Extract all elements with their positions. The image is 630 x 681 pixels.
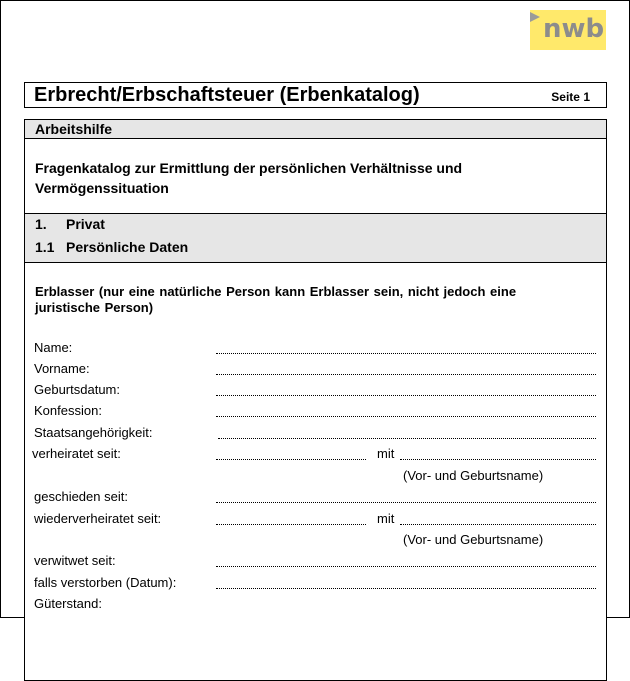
label-verheiratet: verheiratet seit: — [32, 446, 121, 461]
label-geschieden: geschieden seit: — [34, 489, 128, 504]
hint-geburtsname-1: (Vor- und Geburtsname) — [403, 468, 544, 483]
erblasser-heading: Erblasser (nur eine natürliche Person kann Erblasser sein, nicht jedoch eine juristische Person) — [35, 284, 517, 315]
label-verstorben: falls verstorben (Datum): — [34, 575, 177, 590]
heading-personal-data — [35, 239, 188, 255]
input-name[interactable] — [216, 352, 596, 354]
label-konfession: Konfession: — [34, 403, 102, 418]
intro-text: Fragenkatalog zur Ermittlung der persönlichen Verhältnisse und Vermögenssituation — [35, 160, 463, 196]
section-header — [25, 120, 606, 139]
label-gueterstand: Güterstand: — [34, 596, 102, 611]
document-title-box — [24, 82, 607, 108]
page-number: Seite 1 — [551, 90, 590, 104]
nwb-logo — [530, 10, 606, 50]
input-staatsangehoerigkeit[interactable] — [218, 437, 596, 439]
logo-text: nwb — [543, 14, 605, 44]
input-geburtsdatum[interactable] — [216, 394, 596, 396]
input-verstorben[interactable] — [216, 587, 596, 589]
label-mit-1: mit — [377, 446, 395, 461]
heading-personal-number: 1.1 — [35, 239, 55, 255]
input-verheiratet-seit[interactable] — [216, 458, 366, 460]
hint-geburtsname-2: (Vor- und Geburtsname) — [403, 532, 544, 547]
privat-heading-block — [25, 213, 606, 263]
form-section — [24, 119, 607, 681]
heading-personal-label: Persönliche Daten — [66, 239, 189, 255]
section-label: Arbeitshilfe — [35, 121, 113, 137]
input-verwitwet[interactable] — [216, 565, 596, 567]
heading-privat — [35, 216, 105, 232]
label-vorname: Vorname: — [34, 361, 90, 376]
label-name: Name: — [34, 340, 73, 355]
heading-privat-number: 1. — [35, 216, 47, 232]
input-verheiratet-mit[interactable] — [400, 458, 596, 460]
label-staatsangehoerigkeit: Staatsangehörigkeit: — [34, 425, 153, 440]
input-vorname[interactable] — [216, 373, 596, 375]
input-geschieden[interactable] — [216, 501, 596, 503]
label-wiederverheiratet: wiederverheiratet seit: — [34, 511, 162, 526]
document-title: Erbrecht/Erbschaftsteuer (Erbenkatalog) — [34, 84, 420, 106]
heading-privat-label: Privat — [66, 216, 105, 232]
label-geburtsdatum: Geburtsdatum: — [34, 382, 120, 397]
input-wiederverheiratet-mit[interactable] — [400, 523, 596, 525]
input-konfession[interactable] — [216, 415, 596, 417]
label-mit-2: mit — [377, 511, 395, 526]
logo-flag-icon — [530, 12, 540, 22]
label-verwitwet: verwitwet seit: — [34, 553, 116, 568]
input-wiederverheiratet-seit[interactable] — [216, 523, 366, 525]
